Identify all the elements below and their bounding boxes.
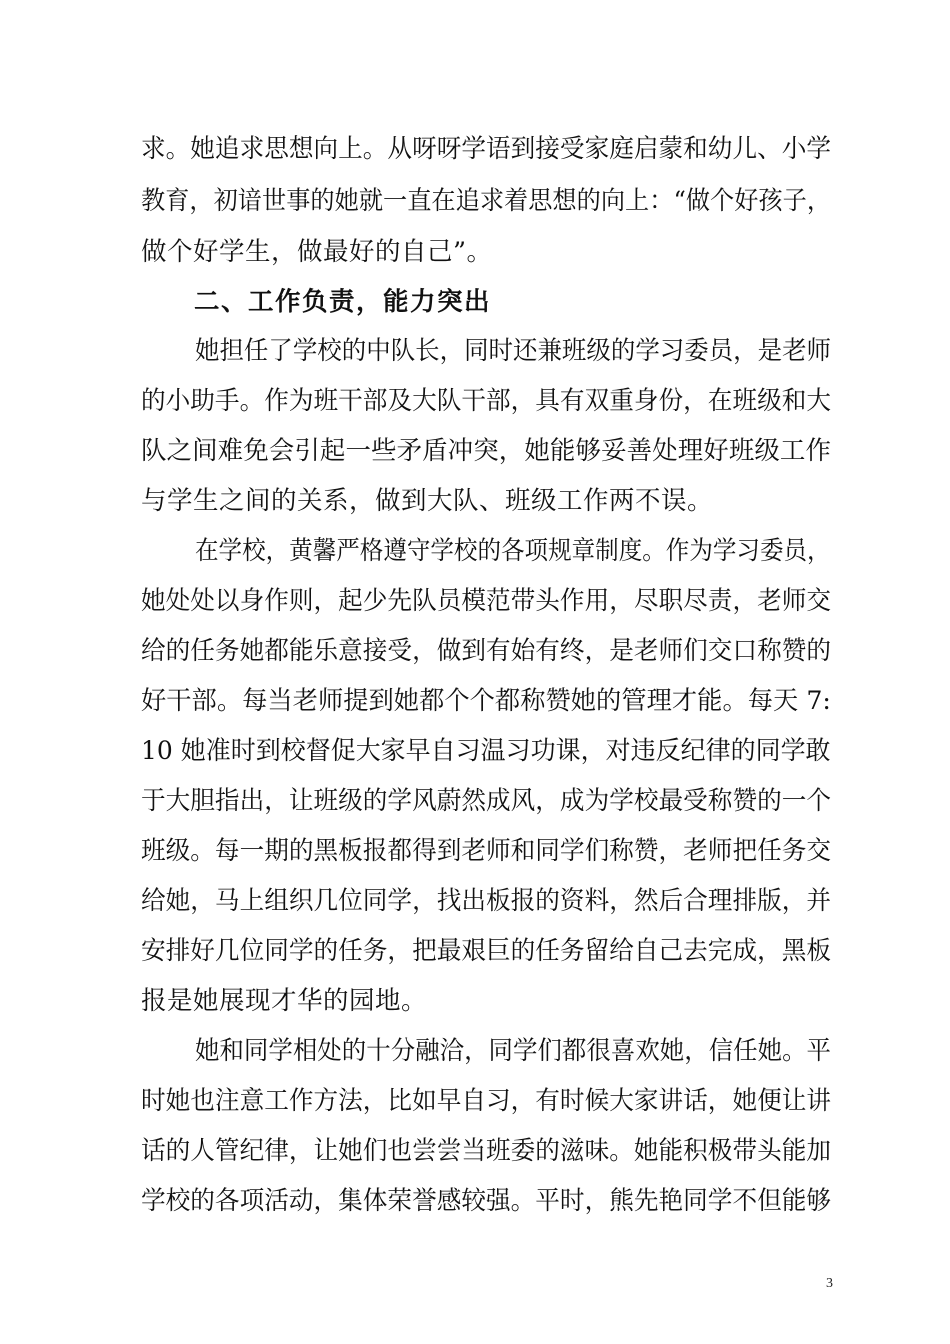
body-text-line: 好干部。每当老师提到她都个个都称赞她的管理才能。每天 7: (141, 686, 831, 716)
body-text-line: 她处处以身作则，起少先队员模范带头作用，尽职尽责，老师交 (141, 586, 832, 616)
body-text-line: 给她，马上组织几位同学，找出板报的资料，然后合理排版，并 (141, 886, 832, 916)
body-text-line: 在学校，黄馨严格遵守学校的各项规章制度。作为学习委员， (195, 536, 831, 566)
body-text-line: 安排好几位同学的任务，把最艰巨的任务留给自己去完成，黑板 (141, 936, 832, 966)
section-heading: 二、工作负责，能力突出 (194, 287, 492, 317)
body-text-line: 10 她准时到校督促大家早自习温习功课，对违反纪律的同学敢 (141, 736, 831, 766)
body-text-line: 的小助手。作为班干部及大队干部，具有双重身份，在班级和大 (141, 386, 832, 416)
body-text-line: 学校的各项活动，集体荣誉感较强。平时，熊先艳同学不但能够 (141, 1186, 832, 1216)
body-text-line: 话的人管纪律，让她们也尝尝当班委的滋味。她能积极带头能加 (141, 1136, 832, 1166)
body-text-line: 于大胆指出，让班级的学风蔚然成风，成为学校最受称赞的一个 (141, 786, 832, 816)
body-text-line: 时她也注意工作方法，比如早自习，有时候大家讲话，她便让讲 (141, 1086, 832, 1116)
body-text-line: 教育，初谙世事的她就一直在追求着思想的向上：“做个好孩子， (141, 186, 832, 216)
body-text-line: 她担任了学校的中队长，同时还兼班级的学习委员，是老师 (195, 336, 832, 366)
body-text-line: 给的任务她都能乐意接受，做到有始有终，是老师们交口称赞的 (141, 636, 832, 666)
body-text-line: 队之间难免会引起一些矛盾冲突，她能够妥善处理好班级工作 (141, 436, 831, 466)
body-text-line: 班级。每一期的黑板报都得到老师和同学们称赞，老师把任务交 (141, 836, 832, 866)
body-text-line: 做个好学生，做最好的自己”。 (141, 237, 493, 267)
page-number: 3 (826, 1276, 833, 1291)
body-text-line: 求。她追求思想向上。从呀呀学语到接受家庭启蒙和幼儿、小学 (141, 134, 832, 164)
body-text-line: 报是她展现才华的园地。 (141, 986, 428, 1016)
body-text-line: 她和同学相处的十分融洽，同学们都很喜欢她，信任她。平 (195, 1036, 832, 1066)
body-text-line: 与学生之间的关系，做到大队、班级工作两不误。 (141, 486, 714, 516)
